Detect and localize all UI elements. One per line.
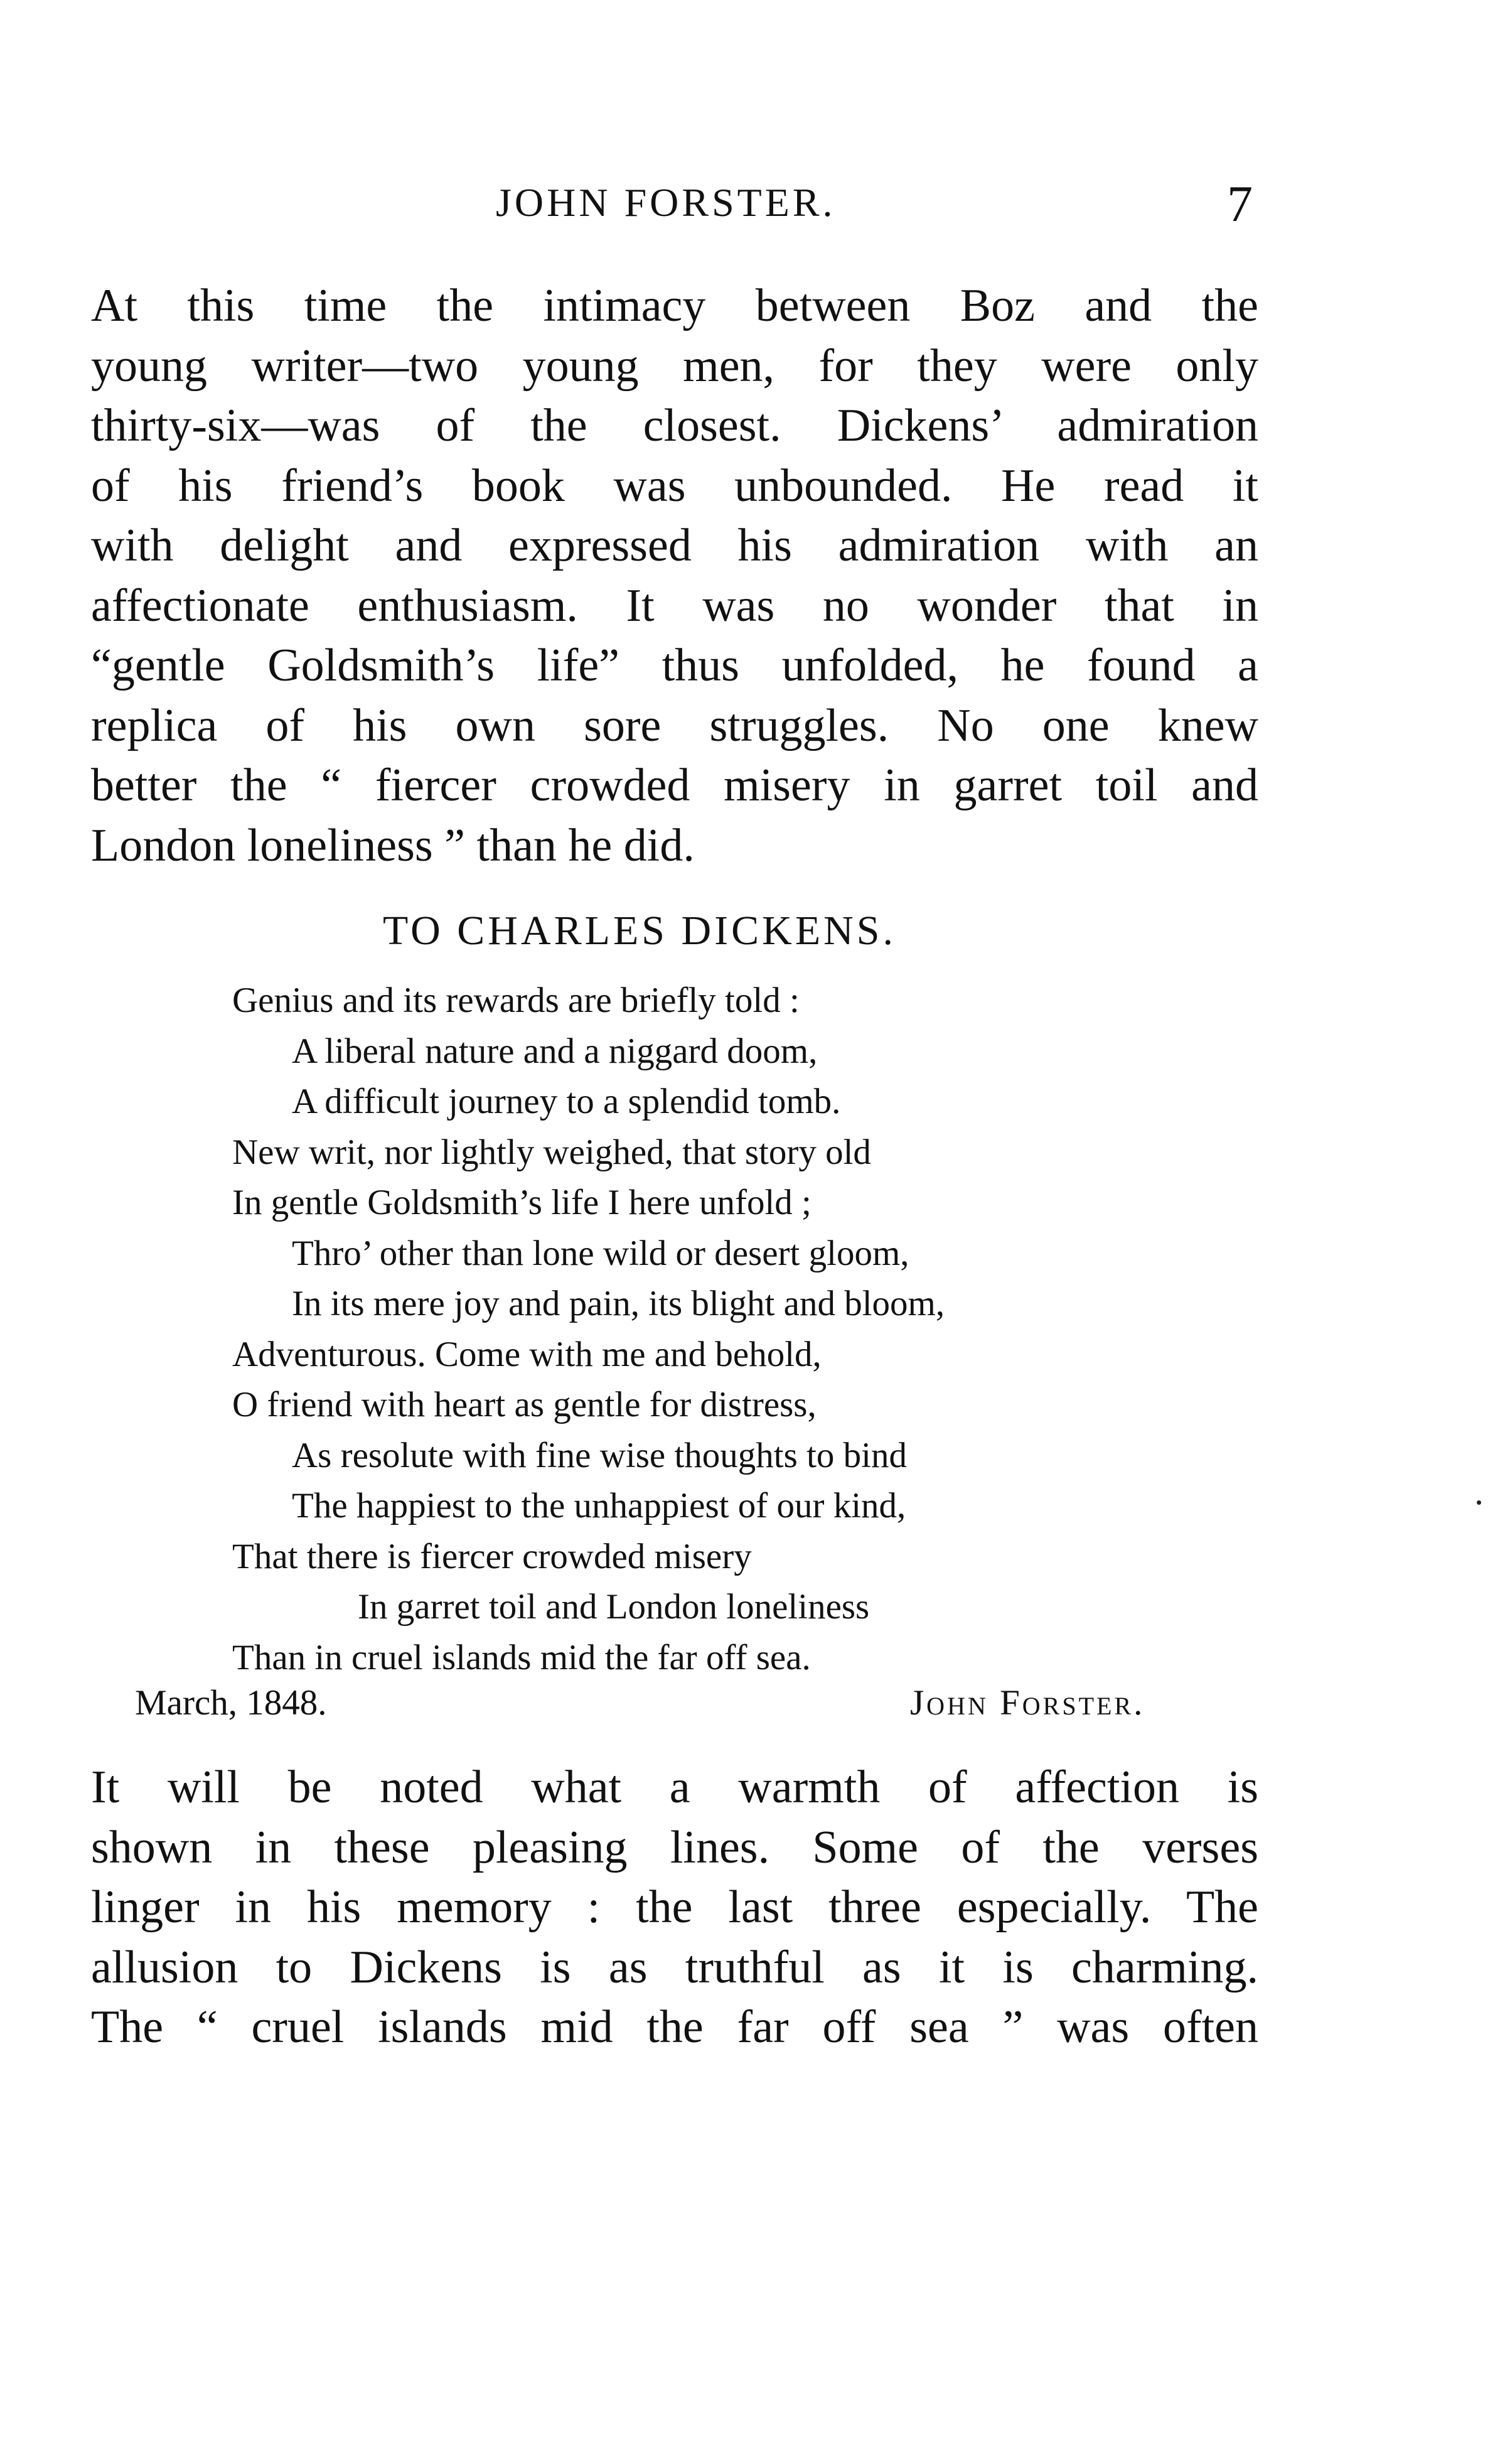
text-line: affectionate enthusiasm. It was no wonder that in xyxy=(91,579,1258,632)
poem-line: The happiest to the unhappiest of our kind, xyxy=(292,1486,906,1525)
text-line: thirty-six—was of the closest. Dickens’ admiration xyxy=(91,400,1258,451)
poem-line: O friend with heart as gentle for distress, xyxy=(232,1385,817,1424)
text-line: of his friend’s book was unbounded. He read it xyxy=(91,460,1258,512)
poem-line: In gentle Goldsmith’s life I here unfold ; xyxy=(232,1183,811,1222)
text-line: replica of his own sore struggles. No one knew xyxy=(91,699,1258,751)
text-line: It will be noted what a warmth of affection is xyxy=(91,1762,1258,1813)
poem-line: Thro’ other than lone wild or desert gloom, xyxy=(292,1233,909,1273)
text-line: with delight and expressed his admiration with an xyxy=(91,520,1258,571)
poem-line: Adventurous. Come with me and behold, xyxy=(232,1334,822,1374)
text-line: shown in these pleasing lines. Some of the verses xyxy=(91,1821,1258,1873)
poem-line: A difficult journey to a splendid tomb. xyxy=(292,1082,841,1121)
page-number: 7 xyxy=(1227,175,1253,232)
text-line: London loneliness ” than he did. xyxy=(91,819,695,871)
poem-title: TO CHARLES DICKENS. xyxy=(383,908,897,954)
paragraph-one xyxy=(91,276,1258,876)
text-line: “gentle Goldsmith’s life” thus unfolded, he found a xyxy=(91,640,1258,691)
paragraph-two xyxy=(91,1758,1258,2058)
scan-speck xyxy=(1477,1500,1481,1505)
text-line: The “ cruel islands mid the far off sea ” was often xyxy=(91,2001,1258,2053)
poem-line: A liberal nature and a niggard doom, xyxy=(292,1031,818,1071)
poem-line: Genius and its rewards are briefly told : xyxy=(232,981,800,1020)
running-title: JOHN FORSTER. xyxy=(496,180,836,225)
text-line: At this time the intimacy between Boz and the xyxy=(91,280,1258,331)
text-line: allusion to Dickens is as truthful as it is charming. xyxy=(91,1941,1258,1993)
poem-line: In its mere joy and pain, its blight and bloom, xyxy=(292,1284,945,1323)
text-line: linger in his memory : the last three especially. The xyxy=(91,1881,1258,1933)
poem-line: That there is fiercer crowded misery xyxy=(232,1536,752,1576)
running-head xyxy=(0,169,1505,232)
poem-line: As resolute with fine wise thoughts to bind xyxy=(292,1435,907,1475)
poem-line: Than in cruel islands mid the far off sea. xyxy=(232,1637,811,1677)
poem xyxy=(232,976,1211,1683)
poem-line: New writ, nor lightly weighed, that story old xyxy=(232,1132,871,1172)
text-line: young writer—two young men, for they were only xyxy=(91,340,1258,392)
text-line: better the “ fiercer crowded misery in garret toil and xyxy=(91,760,1258,811)
poem-signature: John Forster. xyxy=(910,1683,1145,1723)
poem-date: March, 1848. xyxy=(135,1683,327,1723)
poem-line: In garret toil and London loneliness xyxy=(358,1587,870,1627)
